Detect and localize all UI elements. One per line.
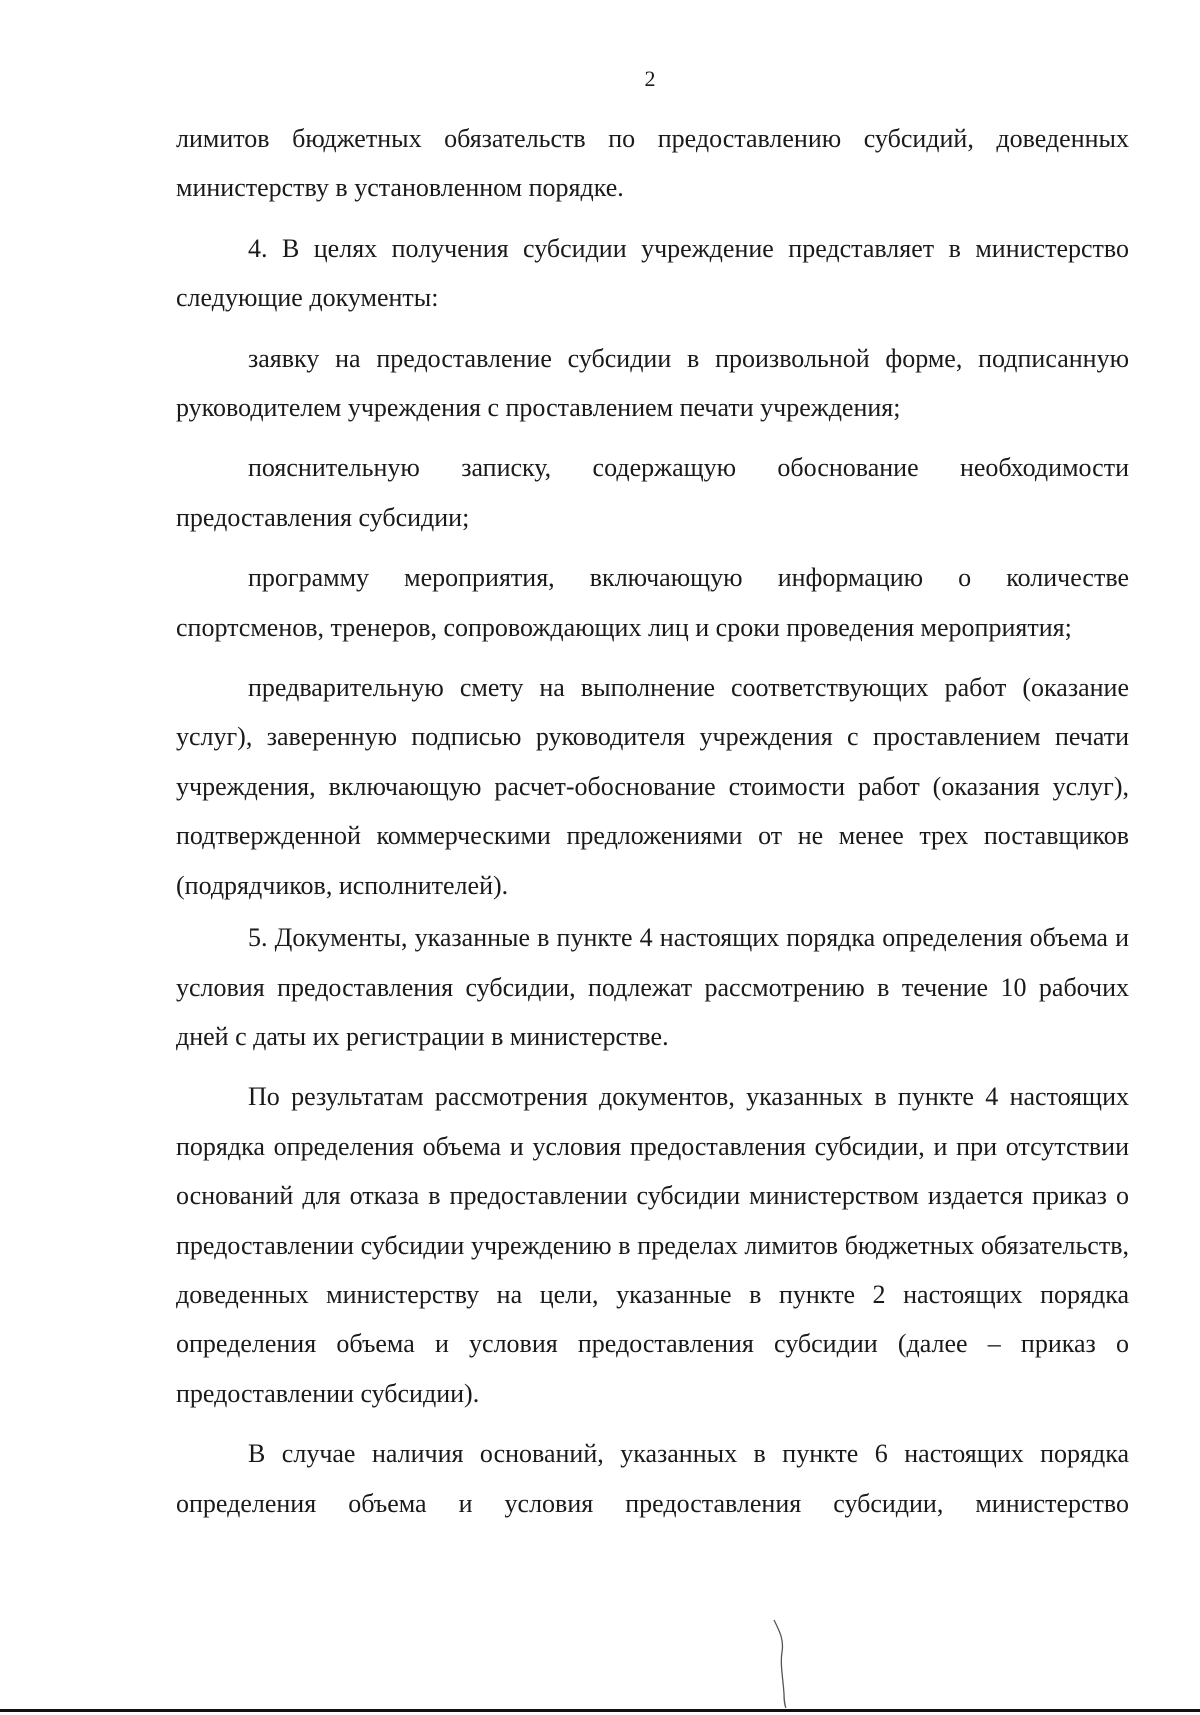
paragraph-6: предварительную смету на выполнение соответствующих работ (оказание услуг), заверенную подписью руководителя учреждения с проставлением печати учреждения, включающую расчет-обоснование стоимости работ (оказания услуг), подтвержденной коммерческими предложениями от не менее трех поставщиков (подрядчиков, исполнителей). (176, 673, 1129, 900)
paragraph-3: заявку на предоставление субсидии в произвольной форме, подписанную руководителем учреждения с проставлением печати учреждения; (176, 343, 1129, 423)
paragraph-9: В случае наличия оснований, указанных в пункте 6 настоящих порядка определения объема и условия предоставления субсидии, министерство (176, 1439, 1129, 1518)
paragraph-1: лимитов бюджетных обязательств по предоставлению субсидий, доведенных министерству в установленном порядке. (176, 124, 1129, 203)
paragraph-8: По результатам рассмотрения документов, указанных в пункте 4 настоящих порядка определения объема и условия предоставления субсидии, и при отсутствии оснований для отказа в предоставлении субсидии министерством издается приказ о предоставлении субсидии учреждению в пределах лимитов бюджетных обязательств, доведенных министерству на цели, указанные в пункте 2 настоящих порядка определения объема и условия предоставления субсидии (далее – приказ о предоставлении субсидии). (176, 1082, 1129, 1408)
scan-bottom-edge (0, 1709, 1200, 1712)
paragraph-7: 5. Документы, указанные в пункте 4 настоящих порядка определения объема и условия предоставления субсидии, подлежат рассмотрению в течение 10 рабочих дней с даты их регистрации в министерстве. (176, 923, 1129, 1051)
scan-mark (772, 1618, 792, 1710)
paragraph-2: 4. В целях получения субсидии учреждение представляет в министерство следующие документы: (176, 233, 1129, 313)
page-number: 2 (644, 66, 656, 91)
paragraph-4: пояснительную записку, содержащую обоснование необходимости предоставления субсидии; (176, 453, 1129, 532)
paragraph-5: программу мероприятия, включающую информацию о количестве спортсменов, тренеров, сопровождающих лиц и сроки проведения мероприятия; (176, 563, 1129, 642)
document-body (176, 114, 1129, 1528)
